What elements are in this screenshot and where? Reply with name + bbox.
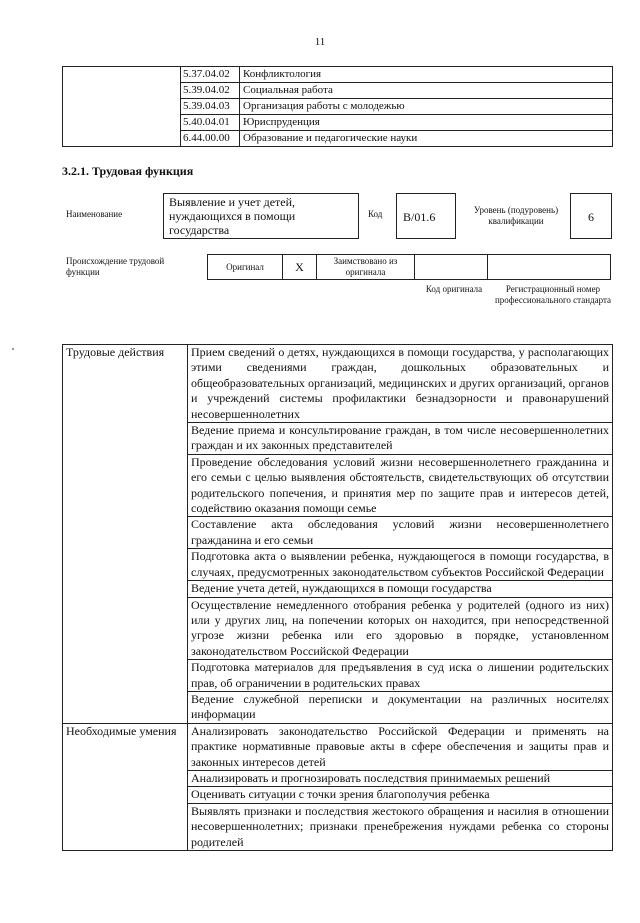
scan-speck: [12, 348, 14, 350]
table-row: [63, 723, 613, 770]
registration-number-cell: [488, 255, 611, 280]
original-label: Оригинал: [208, 255, 283, 280]
labor-action: Проведение обследования условий жизни несовершеннолетнего гражданина и его семьи с целью выявления обстоятельств, свидетельствующих об отсутствии родительского попечения, и принятия мер по защите прав и интересов детей, содействию оказания помощи семье: [188, 454, 613, 517]
registration-number-caption: Регистрационный номер профессионального стандарта: [494, 284, 612, 305]
section-title: 3.2.1. Трудовая функция: [62, 164, 194, 178]
labor-action: Прием сведений о детях, нуждающихся в помощи государства, у располагающих этими сведениями граждан, дошкольных образовательных и общеобразовательных организаций, медицинских и других организаций, органов и учреждений системы профилактики безнадзорности и правонарушений несовершеннолетних: [188, 345, 613, 423]
required-skill: Оценивать ситуации с точки зрения благополучия ребенка: [188, 787, 613, 803]
required-skill: Анализировать законодательство Российской Федерации и применять на практике нормативные правовые акты в сфере обеспечения и защиты прав и законных интересов детей: [188, 723, 613, 770]
function-name: Выявление и учет детей, нуждающихся в помощи государства: [163, 193, 359, 239]
original-code-caption: Код оригинала: [425, 284, 483, 294]
labor-actions-heading: Трудовые действия: [63, 345, 188, 724]
labor-function-table: [62, 344, 613, 851]
required-skill: Выявлять признаки и последствия жестокого обращения и насилия в отношении несовершеннолетних; признаки пренебрежения нуждами ребенка со стороны родителей: [188, 803, 613, 850]
specialty-name: Юриспруденция: [240, 115, 613, 131]
code-label: Код: [368, 209, 383, 219]
specialty-name: Конфликтология: [240, 67, 613, 83]
specialty-code: 5.39.04.03: [181, 99, 240, 115]
labor-action: Составление акта обследования условий жизни несовершеннолетнего гражданина и его семьи: [188, 517, 613, 549]
table-row: [208, 255, 611, 280]
function-code: В/01.6: [396, 193, 456, 239]
required-skill: Анализировать и прогнозировать последствия принимаемых решений: [188, 770, 613, 786]
borrowed-label: Заимствовано из оригинала: [317, 255, 415, 280]
specialty-code: 5.39.04.02: [181, 83, 240, 99]
table-row: [63, 345, 613, 423]
specialty-code: 6.44.00.00: [181, 131, 240, 147]
level-label: Уровень (подуровень) квалификации: [473, 205, 559, 226]
specialty-code: 5.40.04.01: [181, 115, 240, 131]
specialty-code: 5.37.04.02: [181, 67, 240, 83]
table-row: [63, 67, 613, 83]
page-number: 11: [314, 36, 326, 48]
origin-table: [207, 254, 611, 280]
labor-action: Осуществление немедленного отобрания ребенка у родителей (одного из них) или у других лиц, на попечении которых он находится, при непосредственной угрозе жизни ребенка или его здоровью в порядке, установленном законодательством Российской Федерации: [188, 597, 613, 660]
labor-action: Ведение служебной переписки и документации на различных носителях информации: [188, 691, 613, 723]
specialty-name: Организация работы с молодежью: [240, 99, 613, 115]
required-skills-heading: Необходимые умения: [63, 723, 188, 850]
original-code-cell: [415, 255, 488, 280]
labor-action: Ведение учета детей, нуждающихся в помощи государства: [188, 581, 613, 597]
blank-cell: [63, 67, 181, 147]
origin-label: Происхождение трудовой функции: [66, 256, 165, 277]
labor-action: Подготовка материалов для предъявления в суд иска о лишении родительских прав, об ограничении в родительских правах: [188, 660, 613, 692]
name-label: Наименование: [66, 209, 123, 219]
qualification-level: 6: [570, 193, 612, 239]
specialty-name: Образование и педагогические науки: [240, 131, 613, 147]
specialty-name: Социальная работа: [240, 83, 613, 99]
labor-action: Подготовка акта о выявлении ребенка, нуждающегося в помощи государства, в случаях, предусмотренных законодательством субъектов Российской Федерации: [188, 549, 613, 581]
original-mark: X: [283, 255, 317, 280]
labor-action: Ведение приема и консультирование граждан, в том числе несовершеннолетних граждан и их законных представителей: [188, 423, 613, 455]
education-codes-table: [62, 66, 613, 147]
